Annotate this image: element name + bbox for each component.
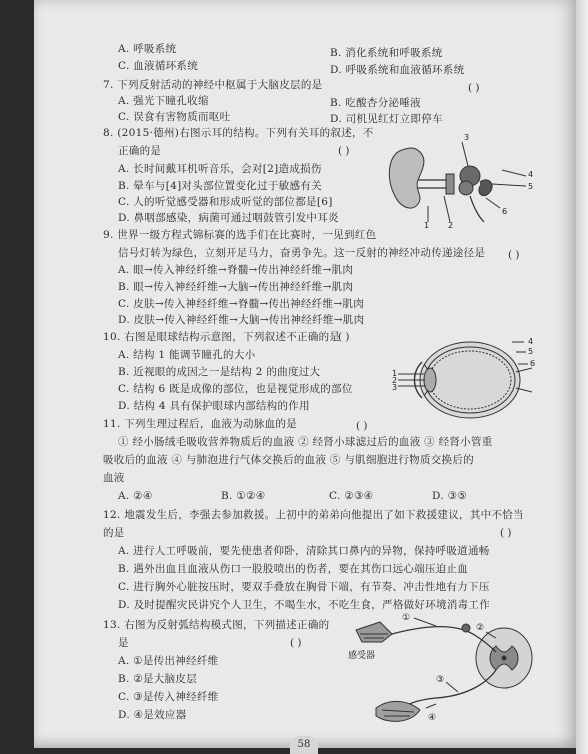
- q11-statement-line1: ① 经小肠绒毛吸收营养物质后的血液 ② 经肾小球滤过后的血液 ③ 经肾小管重: [118, 436, 493, 448]
- reflex-label-1: ①: [402, 613, 411, 623]
- q6-option-a: A. 呼吸系统: [118, 43, 177, 55]
- eye-label-1: 1: [392, 369, 398, 378]
- q13-option-c: C. ③是传入神经纤维: [118, 691, 219, 703]
- q8-answer-paren: ( ): [338, 145, 350, 157]
- reflex-arc-diagram: [336, 612, 546, 734]
- q8-option-c: C. 人的听觉感受器和形成听觉的部位都是[6]: [118, 196, 333, 208]
- q10-option-b: B. 近视眼的成因之一是结构 2 的曲度过大: [118, 366, 321, 378]
- q8-stem-line1: 8. (2015·德州)右图示耳的结构。下列有关耳的叙述，不: [103, 127, 374, 139]
- q9-option-c: C. 皮肤→传入神经纤维→脊髓→传出神经纤维→肌肉: [118, 298, 365, 310]
- ear-label-5: 5: [528, 182, 534, 191]
- q7-option-c: C. 误食有害物质而呕吐: [118, 111, 231, 123]
- page-edge: [576, 0, 588, 754]
- q11-statement-line2: 吸收后的血液 ④ 与肺泡进行气体交换后的血液 ⑤ 与肌细胞进行物质交换后的: [103, 454, 474, 466]
- eye-diagram: [392, 334, 542, 424]
- q9-option-d: D. 皮肤→传入神经纤维→大脑→传出神经纤维→肌肉: [118, 314, 365, 326]
- q9-stem-line1: 9. 世界一级方程式锦标赛的选手们在比赛时，一见到红色: [103, 229, 377, 241]
- eye-label-3: 3: [392, 383, 398, 392]
- q10-option-d: D. 结构 4 具有保护眼球内部结构的作用: [118, 400, 310, 412]
- ear-label-4: 4: [528, 170, 534, 179]
- q6-option-b: B. 消化系统和呼吸系统: [330, 47, 443, 59]
- q11-option-b: B. ①②④: [221, 490, 266, 502]
- q9-option-a: A. 眼→传入神经纤维→脊髓→传出神经纤维→肌肉: [118, 264, 354, 276]
- q8-option-d: D. 鼻咽部感染，病菌可通过咽鼓管引发中耳炎: [118, 212, 339, 224]
- q12-option-b: B. 遇外出血且血液从伤口一股股喷出的伤者，要在其伤口远心端压迫止血: [118, 563, 469, 575]
- q10-option-c: C. 结构 6 既是成像的部位，也是视觉形成的部位: [118, 383, 353, 395]
- q7-option-d: D. 司机见红灯立即停车: [330, 113, 443, 125]
- q12-stem-line2: 的是: [103, 527, 125, 539]
- eye-label-4: 4: [528, 337, 534, 346]
- q12-option-c: C. 进行胸外心脏按压时，要双手叠放在胸骨下端，有节奏、冲击性地有力下压: [118, 581, 490, 593]
- q10-stem: 10. 右图是眼球结构示意图，下列叙述不正确的是: [103, 331, 341, 343]
- q7-stem: 7. 下列反射活动的神经中枢属于大脑皮层的是: [103, 79, 323, 91]
- eye-label-5: 5: [528, 347, 534, 356]
- ear-label-3: 3: [464, 133, 470, 142]
- q12-option-d: D. 及时提醒灾民讲究个人卫生，不喝生水，不吃生食，严格做好环境消毒工作: [118, 599, 491, 611]
- ear-label-6: 6: [502, 207, 508, 216]
- q6-option-c: C. 血液循环系统: [118, 60, 199, 72]
- q11-option-d: D. ③⑤: [432, 490, 468, 502]
- q8-stem-line2: 正确的是: [118, 145, 162, 157]
- eye-label-6: 6: [530, 359, 536, 368]
- q11-option-c: C. ②③④: [329, 490, 374, 502]
- eye-label-2: 2: [392, 376, 398, 385]
- q10-answer-paren: ( ): [338, 331, 350, 343]
- q8-option-b: B. 晕车与[4]对头部位置变化过于敏感有关: [118, 180, 322, 192]
- q12-stem-line1: 12. 地震发生后，李强去参加救援。上初中的弟弟向他提出了如下救援建议，其中不恰当: [103, 509, 524, 521]
- q7-option-a: A. 强光下瞳孔收缩: [118, 95, 209, 107]
- ear-label-1: 1: [424, 221, 430, 230]
- q11-answer-paren: ( ): [356, 420, 368, 432]
- q11-statement-line3: 血液: [103, 472, 125, 484]
- reflex-receptor-label: 感受器: [348, 651, 376, 661]
- q7-answer-paren: ( ): [468, 82, 480, 94]
- q9-stem-line2: 信号灯转为绿色，立刻开足马力，奋勇争先。这一反射的神经冲动传递途径是: [118, 247, 486, 259]
- q10-option-a: A. 结构 1 能调节瞳孔的大小: [118, 349, 256, 361]
- q8-option-a: A. 长时间戴耳机听音乐，会对[2]造成损伤: [118, 163, 322, 175]
- q12-option-a: A. 进行人工呼吸前，要先使患者仰卧，清除其口鼻内的异物，保持呼吸道通畅: [118, 545, 490, 557]
- q12-answer-paren: ( ): [500, 527, 512, 539]
- ear-label-2: 2: [448, 221, 454, 230]
- q13-stem-line2: 是: [118, 637, 129, 649]
- q9-answer-paren: ( ): [508, 249, 520, 261]
- q9-option-b: B. 眼→传入神经纤维→大脑→传出神经纤维→肌肉: [118, 281, 354, 293]
- q13-answer-paren: ( ): [290, 637, 302, 649]
- q7-option-b: B. 吃酸杏分泌唾液: [330, 97, 421, 109]
- ear-diagram: [384, 130, 544, 230]
- q6-option-d: D. 呼吸系统和血液循环系统: [330, 64, 465, 76]
- reflex-label-2: ②: [476, 623, 485, 633]
- q13-stem: 13. 右图为反射弧结构模式图，下列描述正确的: [103, 619, 330, 631]
- page-number: 58: [290, 736, 318, 754]
- q13-option-b: B. ②是大脑皮层: [118, 673, 198, 685]
- q11-option-a: A. ②④: [118, 490, 153, 502]
- q11-stem: 11. 下列生理过程后，血液为动脉血的是: [103, 418, 298, 430]
- reflex-label-4: ④: [428, 713, 437, 723]
- q13-option-a: A. ①是传出神经纤维: [118, 655, 219, 667]
- reflex-label-3: ③: [436, 675, 445, 685]
- q13-option-d: D. ④是效应器: [118, 709, 187, 721]
